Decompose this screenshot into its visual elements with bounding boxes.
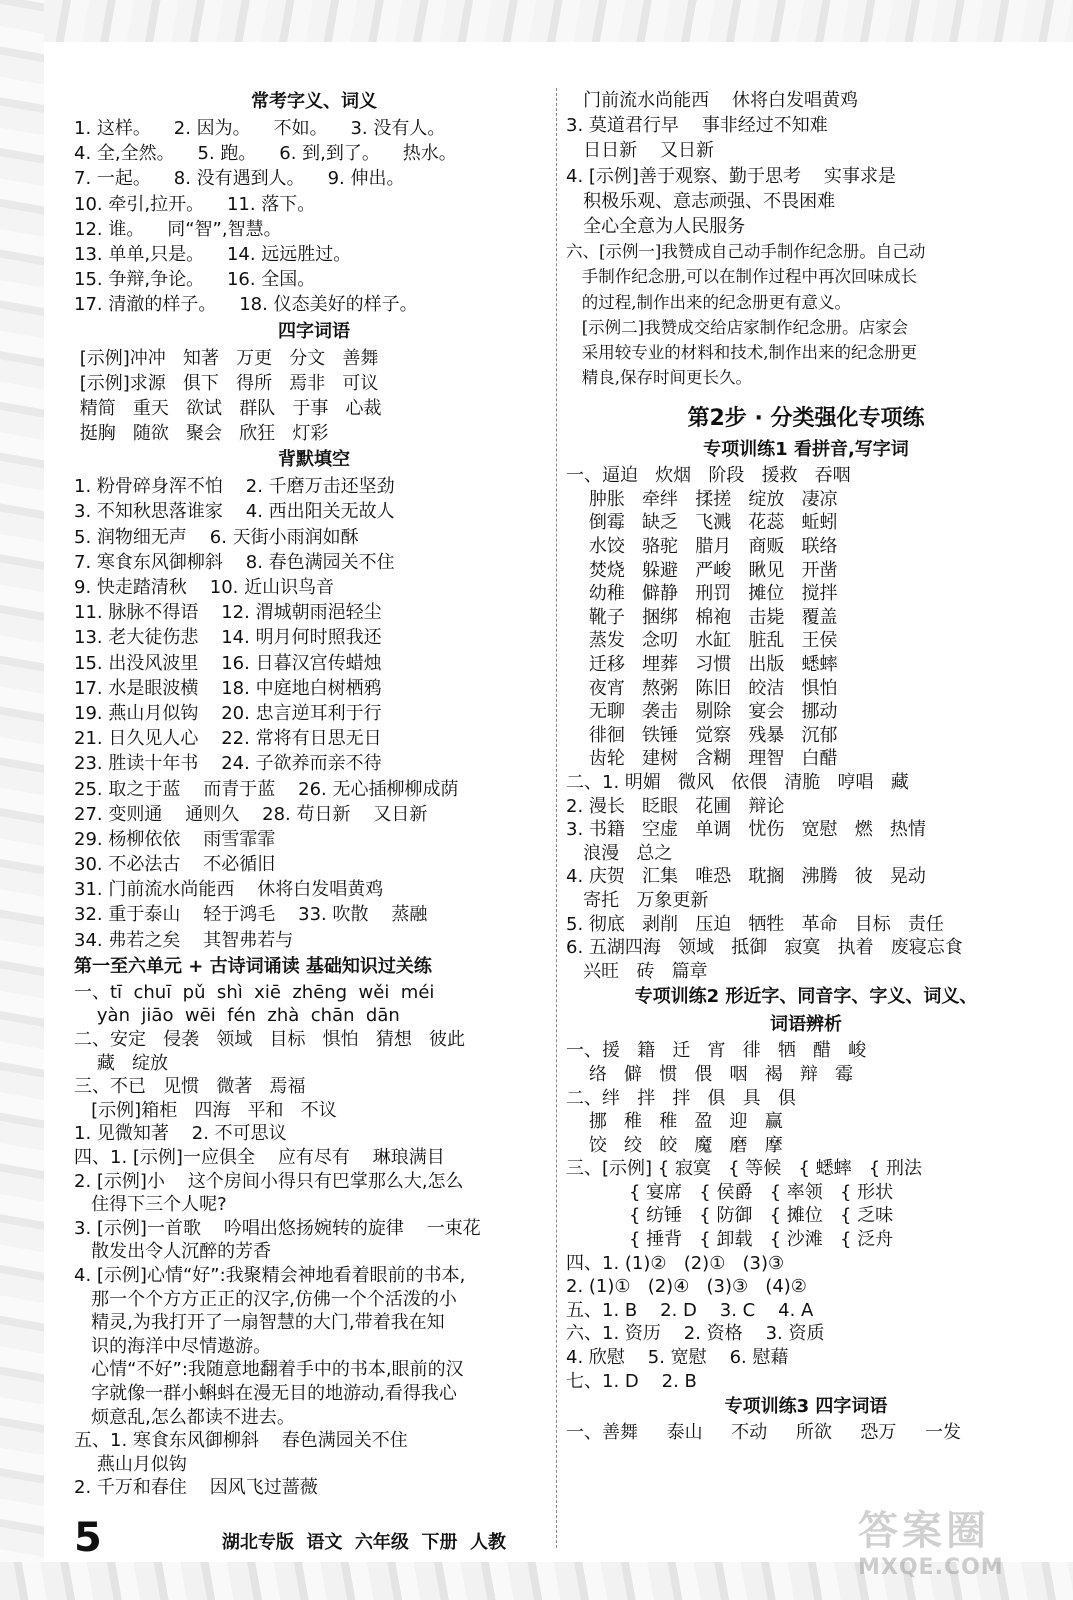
training1-title: 专项训练1 看拼音,写字词: [703, 439, 909, 461]
page-edge-top: [0, 0, 1073, 42]
answer-line: 27. 变则通 通则久 28. 苟日新 又日新: [74, 803, 428, 825]
answer-line: 13. 老大徒伤悲 14. 明月何时照我还: [74, 627, 382, 649]
answer-line: 21. 日久见人心 22. 常将有日思无日: [74, 728, 382, 750]
answer-line: 烦意乱,怎么都读不进去。: [74, 1406, 295, 1428]
answer-line: 七、1. D 2. B: [566, 1370, 697, 1392]
answer-line: 7. 一起。 8. 没有遇到人。 9. 伸出。: [74, 168, 405, 190]
answer-line: 31. 门前流水尚能西 休将白发唱黄鸡: [74, 879, 384, 901]
training2-title: 专项训练2 形近字、同音字、字义、词义、: [634, 986, 978, 1008]
answer-line: 六、1. 资历 2. 资格 3. 资质: [566, 1323, 825, 1345]
answer-line: 4. 庆贺 汇集 唯恐 耽搁 沸腾 彼 晃动: [566, 866, 926, 888]
right-column: [566, 88, 1046, 1445]
answer-line: 4. 全,全然。 5. 跑。 6. 到,到了。 热水。: [74, 143, 457, 165]
answer-line: 19. 燕山月似钩 20. 忠言逆耳利于行: [74, 702, 382, 724]
answer-line: 3. [示例]一首歌 吟唱出悠扬婉转的旋律 一束花: [74, 1217, 481, 1239]
handwritten-answers: [566, 239, 1046, 390]
answer-line: 二、安定 侵袭 领域 目标 惧怕 猜想 彼此: [74, 1029, 465, 1050]
page-footer: [74, 1514, 506, 1561]
answer-line: 那一个个方方正正的汉字,仿佛一个个活泼的小: [74, 1288, 457, 1310]
publisher-info: 湖北专版 语文 六年级 下册 人教: [221, 1532, 506, 1553]
spacer: [566, 390, 1046, 402]
answer-line: 心情“不好”:我随意地翻着手中的书本,眼前的汉: [74, 1359, 464, 1381]
answer-line: 17. 清澈的样子。 18. 仪态美好的样子。: [74, 294, 418, 316]
section-title-basic-knowledge: 第一至六单元 + 古诗词诵读 基础知识过关练: [74, 955, 432, 977]
answer-line: 靴子 捆绑 棉袍 击毙 覆盖: [566, 606, 838, 628]
answer-line: 水饺 骆驼 腊月 商贩 联络: [566, 536, 838, 558]
answer-line: 一、善舞 泰山 不动 所欲 恐万 一发: [566, 1422, 962, 1444]
answer-line: 23. 胜读十年书 24. 子欲养而亲不待: [74, 753, 382, 775]
answer-line: 三、不已 见惯 微著 焉福: [74, 1076, 306, 1098]
answer-line: 挪 稚 稚 盈 迎 赢: [566, 1111, 783, 1133]
answer-line: 无聊 袭击 剔除 宴会 挪动: [566, 701, 838, 723]
answer-line: 一、tī chuī pǔ shì xiē zhēng wěi méi: [74, 981, 435, 1003]
answer-line: 藏 绽放: [74, 1052, 169, 1074]
answer-line: 兴旺 砖 篇章: [566, 960, 708, 982]
answer-line: 齿轮 建树 含糊 理智 白醋: [566, 748, 838, 770]
answer-line: 字就像一群小蝌蚪在漫无目的地游动,看得我心: [74, 1382, 457, 1404]
section-title-meanings: 常考字义、词义: [251, 91, 377, 112]
page-number: 5: [74, 1515, 102, 1561]
step-title: 第2步 · 分类强化专项练: [687, 406, 925, 432]
answer-line: 门前流水尚能西 休将白发唱黄鸡: [566, 90, 859, 111]
answer-line: 六、[示例一]我赞成自己动手制作纪念册。自己动: [566, 242, 926, 262]
answer-line: 1. 见微知著 2. 不可思议: [74, 1123, 287, 1145]
answer-line: 全心全意为人民服务: [566, 215, 746, 237]
answer-line: 11. 脉脉不得语 12. 渭城朝雨浥轻尘: [74, 602, 382, 624]
answer-line: 日日新 又日新: [566, 140, 715, 162]
training2-list: [566, 1039, 1046, 1393]
answer-line: 32. 重于泰山 轻于鸿毛 33. 吹散 蒸融: [74, 904, 428, 926]
answer-line: 肿胀 牵绊 揉搓 绽放 凄凉: [566, 488, 838, 510]
watermark-title: 答案圈: [858, 1508, 990, 1554]
section-title-recitation: 背默填空: [278, 449, 350, 471]
answer-line: 浪漫 总之: [566, 842, 673, 864]
answer-line: [示例]求源 俱下 得所 焉非 可议: [74, 372, 379, 394]
answer-line: 15. 出没风波里 16. 日暮汉宫传蜡烛: [74, 652, 382, 674]
answer-line: { 捶背 { 卸载 { 沙滩 { 泛舟: [566, 1229, 894, 1251]
answer-line: 25. 取之于蓝 而青于蓝 26. 无心插柳柳成荫: [74, 778, 459, 800]
answer-line: 焚烧 躲避 严峻 瞅见 开凿: [566, 559, 838, 581]
answer-line: 精灵,为我打开了一扇智慧的大门,带着我在知: [74, 1312, 445, 1334]
training2-title-cont: 词语辨析: [770, 1014, 842, 1036]
answer-line: 3. 莫道君行早 事非经过不知难: [566, 115, 828, 137]
answer-line: 6. 五湖四海 领域 抵御 寂寞 执着 废寝忘食: [566, 937, 963, 959]
answer-line: 四、1. (1)② (2)① (3)③: [566, 1252, 785, 1274]
answer-line: { 宴席 { 侯爵 { 率领 { 形状: [566, 1181, 894, 1203]
answer-line: 燕山月似钩: [74, 1453, 187, 1475]
answer-line: 30. 不必法古 不必循旧: [74, 854, 276, 876]
page-edge-left: [0, 0, 44, 1600]
left-column: [74, 88, 554, 1500]
answer-line: 徘徊 铁锤 觉察 残暴 沉郁: [566, 724, 838, 746]
answer-line: 9. 快走踏清秋 10. 近山识鸟音: [74, 577, 335, 598]
answer-line: 寄托 万象更新: [566, 889, 709, 911]
answer-line: 识的海洋中尽情遨游。: [74, 1335, 272, 1357]
answer-line: 散发出令人沉醉的芳香: [74, 1241, 272, 1263]
answer-line: 积极乐观、意志顽强、不畏困难: [566, 190, 836, 212]
answer-line: 2. 漫长 眨眼 花圃 辩论: [566, 795, 785, 817]
answer-line: 三、[示例] { 寂寞 { 等候 { 蟋蟀 { 刑法: [566, 1158, 922, 1180]
answer-line: 五、1. 寒食东风御柳斜 春色满园关不住: [74, 1430, 408, 1452]
answer-line: 一、援 籍 迁 宵 徘 牺 醋 峻: [566, 1040, 867, 1062]
answer-line: 7. 寒食东风御柳斜 8. 春色满园关不住: [74, 551, 395, 573]
column-divider: [556, 88, 557, 1548]
watermark-url: MXQE.COM: [858, 1555, 1004, 1580]
section-title-idioms: 四字词语: [278, 320, 350, 342]
answer-line: 夜宵 熬粥 陈旧 皎洁 惧怕: [566, 677, 838, 699]
answer-line: 挺胸 随欲 聚会 欣狂 灯彩: [74, 423, 329, 445]
answer-line: [示例]箱柜 四海 平和 不议: [74, 1099, 337, 1121]
answer-line: 5. 彻底 剥削 压迫 牺牲 革命 目标 责任: [566, 913, 944, 935]
answer-line: 12. 谁。 同“智”,智慧。: [74, 218, 282, 240]
answer-line: 5. 润物细无声 6. 天街小雨润如酥: [74, 526, 359, 548]
answer-line: 的过程,制作出来的纪念册更有意义。: [566, 292, 851, 312]
answer-line: 3. 书籍 空虚 单调 忧伤 宽慰 燃 热情: [566, 819, 926, 841]
answer-line: 二、1. 明媚 微风 依偎 清脆 哼唱 藏: [566, 771, 909, 793]
meanings-list: [74, 116, 554, 318]
basic-knowledge-list: [74, 981, 554, 1500]
answer-line: [示例]冲冲 知著 万更 分文 善舞: [74, 347, 379, 369]
idioms-list: [74, 346, 554, 447]
answer-line: 2. [示例]小 这个房间小得只有巴掌那么大,怎么: [74, 1170, 464, 1192]
answer-line: 蒸发 念叨 水缸 脏乱 王侯: [566, 630, 838, 652]
answer-line: 29. 杨柳依依 雨雪霏霏: [74, 828, 276, 850]
answer-line: 饺 绞 皎 魔 磨 摩: [566, 1134, 783, 1156]
training1-list: [566, 464, 1046, 983]
answer-line: 2. 千万和春住 因风飞过蔷薇: [74, 1477, 318, 1499]
answer-line: 精良,保存时间更长久。: [566, 368, 752, 388]
answer-line: 17. 水是眼波横 18. 中庭地白树栖鸦: [74, 677, 382, 699]
answer-line: { 纺锤 { 防御 { 摊位 { 乏味: [566, 1205, 894, 1227]
answer-line: 幼稚 僻静 刑罚 摊位 搅拌: [566, 583, 838, 605]
answer-line: 迁移 埋葬 习惯 出版 蟋蟀: [566, 654, 838, 675]
answer-line: 34. 弗若之矣 其智弗若与: [74, 929, 294, 951]
answer-line: 一、逼迫 炊烟 阶段 援救 吞咽: [566, 465, 851, 487]
answer-line: 4. [示例]善于观察、勤于思考 实事求是: [566, 165, 896, 187]
answer-line: 1. 粉骨碎身浑不怕 2. 千磨万击还坚劲: [74, 476, 395, 498]
answer-line: 1. 这样。 2. 因为。 不如。 3. 没有人。: [74, 118, 446, 139]
answer-line: 精简 重天 欲试 群队 于事 心裁: [74, 397, 382, 419]
answer-line: 五、1. B 2. D 3. C 4. A: [566, 1299, 814, 1321]
answer-line: 手制作纪念册,可以在制作过程中再次回味成长: [566, 267, 917, 287]
training3-title: 专项训练3 四字词语: [724, 1396, 888, 1418]
answer-line: 采用较专业的材料和技术,制作出来的纪念册更: [566, 342, 917, 362]
answer-line: 10. 牵引,拉开。 11. 落下。: [74, 193, 316, 215]
answer-line: 2. (1)① (2)④ (3)③ (4)②: [566, 1276, 807, 1298]
recitation-list: [74, 474, 554, 953]
answer-line: 络 僻 惯 偎 咽 褐 辩 霉: [566, 1063, 854, 1085]
answer-line: 4. 欣慰 5. 宽慰 6. 慰藉: [566, 1347, 789, 1369]
answer-line: yàn jiāo wēi fén zhà chān dān: [74, 1005, 400, 1027]
continued-answers: [566, 88, 1046, 239]
answer-line: [示例二]我赞成交给店家制作纪念册。店家会: [566, 317, 909, 337]
answer-line: 四、1. [示例]一应俱全 应有尽有 琳琅满目: [74, 1146, 445, 1168]
answer-line: 3. 不知秋思落谁家 4. 西出阳关无故人: [74, 501, 395, 523]
answer-line: 住得下三个人呢?: [74, 1194, 227, 1216]
training3-list: [566, 1421, 1046, 1445]
answer-line: 4. [示例]心情“好”:我聚精会神地看着眼前的书本,: [74, 1264, 466, 1286]
answer-line: 倒霉 缺乏 飞溅 花蕊 蚯蚓: [566, 512, 838, 534]
watermark-logo: [858, 1506, 1058, 1590]
answer-line: 二、绊 拌 拌 俱 具 俱: [566, 1087, 796, 1109]
answer-line: 15. 争辩,争论。 16. 全国。: [74, 269, 316, 291]
answer-line: 13. 单单,只是。 14. 远远胜过。: [74, 243, 352, 265]
